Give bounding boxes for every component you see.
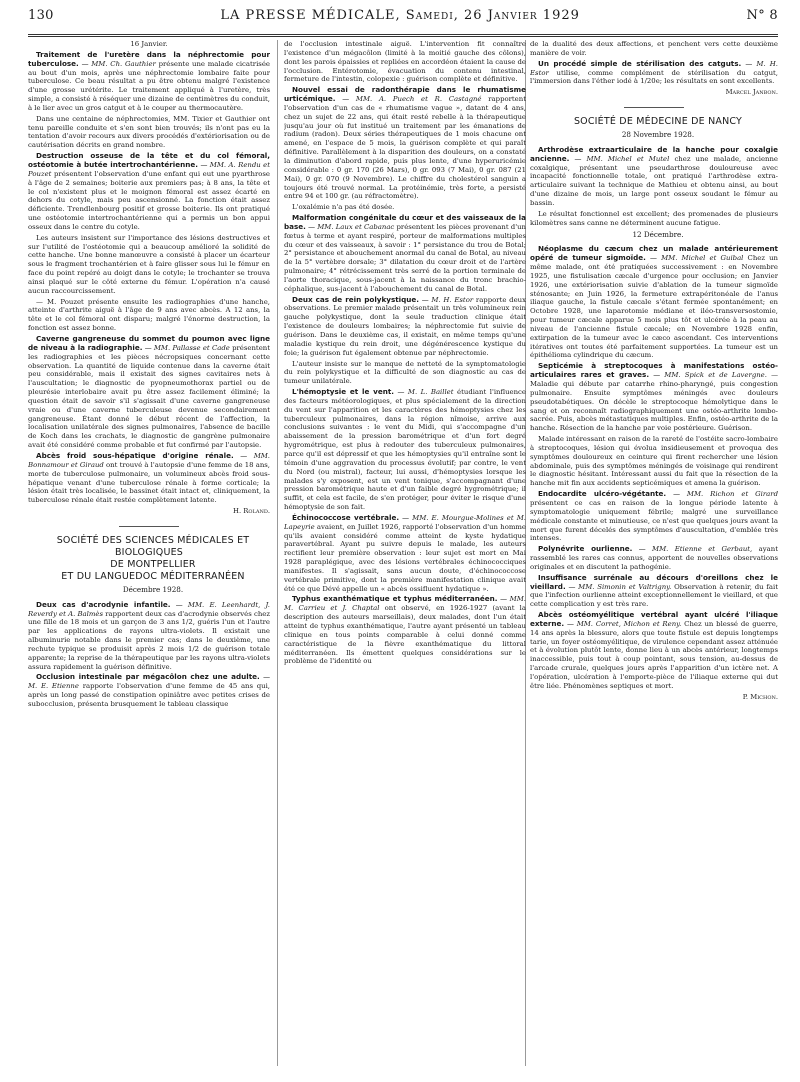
section-separator (119, 526, 179, 527)
article-text: Chez un même malade, ont été pratiquées successivement : en Novembre 1925, une fistulisation cæcale d'urgence pour occlusion; en Janvier 1926, une extériorisation suivie d'ablation de la tumeur sigmoïde sténosante; en Juin 1926, la fermeture extrapéritonéale de l'anus iliaque gauche, la fistule cæcale s'étant fermée spontanément; en Octobre 1928, une laparotomie médiane et iléo-transversostomie, pour tumeur cæcale apparue 5 mois plus tôt et ulcérée à la peau au niveau de l'ancienne fistule cæcale; en Novembre 1928 enfin, extirpation de la tumeur avec le cæco ascendant. Ces interventions itératives ont toutes été parfaitement supportées. La tumeur est un épithélioma cylindrique du cæcum. (530, 254, 778, 360)
article-text: chez une malade, ancienne coxalgique, présentant une pseudarthrose douloureuse avec incapacité fonctionnelle totale, ont pratiqué l'arthrodèse extra-articulaire suivant la technique de Mathieu et obtenu ainsi, au bout d'une dizaine de mois, un large pont osseux soudant le fémur au bassin. (530, 154, 778, 207)
article-authors: — MM. Pallasse et Cade (144, 343, 230, 352)
article-authors: — M. L. Baillet (397, 388, 454, 397)
article-text: ayant rassemblé les rares cas connus, apportent de nouvelles observations originales et en discutent la pathogénie. (530, 545, 778, 571)
article-heading: Un procédé simple de stérilisation des catguts. (538, 58, 742, 68)
article-text: — Maladie qui débute par catarrhe rhino-pharyngé, puis congestion pulmonaire. Ensuite symptômes méningés avec douleurs pseudotabétiques. On décèle le streptocoque hémolytique dans le sang et on reconnaît radiographiquement une ostéo-arthrite lombo-sacrée. Puis, abcès métastatiques multiples. Enfin, ostéo-arthrite de la hanche. Résection de la hanche par voie postérieure. Guérison. (530, 371, 778, 433)
article-heart-malformation (284, 214, 526, 294)
article-heading: Destruction osseuse de la tête et du col fémoral, ostéotomie à butée intertrochantérienne. (28, 151, 270, 169)
article-heading: Septicémie à streptocoques à manifestations ostéo-articulaires rares et graves. (530, 361, 778, 380)
article-subhepatic-abscess (28, 452, 270, 505)
article-heading: Endocardite ulcéro-végétante. (538, 489, 667, 499)
article-megacolon (28, 673, 270, 708)
article-authors: — MM. Richon et Girard (673, 490, 778, 499)
article-authors: — MM. Michel et Guibal (650, 254, 744, 263)
society-heading-line-1: SOCIÉTÉ DES SCIENCES MÉDICALES ET BIOLOGIQUES (56, 534, 250, 558)
article-text: Chez un blessé de guerre, 14 ans après la blessure, alors que toute fistule est depuis longtemps tarie, un foyer ostéomyélitique, de virulence cependant assez atténuée et à évolution plutôt lente, donne lieu à un abcès antérieur, longtemps inaccessible, puis tout à coup pointant, sous tension, au-dessus de l'arcade crurale, quelques jours après l'apparition d'un ictère net. A l'opération, ulcération à l'emporte-pièce de l'iliaque externe qui dut être liée. Phénomènes septiques et mort. (530, 619, 778, 690)
article-paragraph: Malade intéressant en raison de la rareté de l'ostéite sacro-lombaire à streptocoques, lésion qui évolua insidieusement et provoqua des symptômes douloureux en ceinture qui firent rechercher une lésion abdominale, puis des symptômes méningés de voisinage qui rendirent le diagnostic hésitant. Intéressant aussi du fait que la résection de la hanche mit fin aux accidents septicémiques et amena la guérison. (530, 435, 778, 488)
article-text: avaient, en Juillet 1926, rapporté l'observation d'un homme qu'ils avaient considéré comme atteint de kyste hydatique paravertébral. Ayant pu suivre depuis le malade, les auteurs rectifient leur première observation : leur sujet est mort en Mai 1928 paraplégique, avec des lésions vertébrales échinococciques manifestes. Il s'agissait, sans aucun doute, d'échinococcose vertébrale primitive, dont la première manifestation clinique avait été ce que Dévé appelle un « abcès ossifluent hydatique ». (284, 522, 526, 593)
article-continuation: de l'occlusion intestinale aiguë. L'intervention fit connaître l'existence d'un mégacôlon (limité à la moitié gauche des côlons), dont les parois épaissies et repliées en accordéon étaient la cause de l'occlusion. Entérotomie, évacuation du contenu intestinal, fermeture de l'intestin, colopexie : guérison complète et définitive. (284, 40, 526, 84)
article-heading: Échinococcose vertébrale. (292, 512, 400, 522)
article-authors: — MM. Simonin et Valtrigny. (568, 582, 672, 591)
article-authors: — MM. Etienne et Gerbaut, (638, 545, 753, 554)
article-heading: Deux cas de rein polykystique. (292, 294, 419, 304)
section-separator (624, 107, 684, 108)
article-acrodynia (28, 601, 270, 672)
article-authors: — MM. Corret, Michon et Reny. (566, 619, 682, 628)
article-heading: Caverne gangreneuse du sommet du poumon avec ligne de niveau à la radiographie. (28, 334, 270, 352)
article-tuberculosis-ureter (28, 51, 270, 113)
article-gangrenous-cavern (28, 335, 270, 450)
society-session-date: Décembre 1928. (122, 584, 184, 594)
article-heading: Arthrodèse extraarticulaire de la hanche pour coxalgie ancienne. (530, 144, 778, 163)
article-text: présentent les radiographies et les pièces nécropsiques concernant cette observation. La quantité de liquide contenue dans la caverne était peu considérable, mais il existait des signes cavitaires nets à l'auscultation; le diagnostic de pyopneumothorax partiel ou de pleurésie interlobaire avait pu être assez facilement éliminé; la question était de savoir s'il s'agissait d'une caverne gangreneuse vraie ou d'une caverne tuberculeuse devenue secondairement gangreneuse. Étant donné le début récent de l'affection, la localisation unilatérale des signes pulmonaires, l'absence de bacille de Koch dans les crachats, le diagnostic de gangrène pulmonaire avait été considéré comme probable et fut confirmé par l'autopsie. (28, 343, 270, 450)
article-catgut-sterilization (530, 60, 778, 87)
article-heading: Nouvel essai de radonthérapie dans le rhumatisme urticémique. (284, 85, 526, 104)
society-session-date: 28 Novembre 1928. (621, 130, 695, 140)
header-rule-secondary (28, 36, 778, 37)
header-rule (28, 34, 778, 35)
article-authors: — MM. Spick et de Lavergne. (653, 371, 767, 380)
article-authors: — MM. E. Leenhardt, J. Reverdy et A. Balmès (28, 600, 270, 618)
article-authors: — MM. Laux et Cabanac (308, 222, 395, 231)
article-authors: — M. E. Etienne (28, 673, 270, 691)
article-radontherapy (284, 86, 526, 201)
article-paragraph: Dans une centaine de néphrectomies, MM. Tixier et Gauthier ont tenu pareille conduite et s'en sont bien trouvés; ils n'ont pas eu la tentation d'avoir recours aux divers procédés d'extériorisation ou de cautérisation décrits en grand nombre. (28, 114, 270, 150)
column-divider-left (277, 40, 278, 1066)
article-arthrodesis (530, 146, 778, 208)
page-header (28, 8, 778, 34)
article-authors: — MM. M. Carrieu et J. Chaptal (284, 595, 526, 613)
article-authors: — MM. Ch. Gauthier (81, 59, 156, 68)
article-text: ont observé, en 1926-1927 (avant la description des auteurs marseillais), deux malades, dont l'un était atteint de typhus exanthématique, l'autre ayant présenté un tableau clinique en tous points comparable à celui donné comme caractéristique de la fièvre exanthématique du littoral méditerranéen. Ils émettent quelques considérations sur le problème de l'identité ou (284, 604, 526, 666)
article-heading: Malformation congénitale du cœur et des vaisseaux de la base. (284, 213, 526, 231)
society-heading-line-2: DE MONTPELLIER (110, 558, 196, 570)
article-heading: L'hémoptysie et le vent. (292, 387, 394, 397)
article-text: rapportent deux cas d'acrodynie observés chez une fille de 18 mois et un garçon de 3 ans 1/2, guéris l'un et l'autre par les applications de rayons ultra-violets. Il existait une albuminurie notable dans le premier cas; dans le deuxième, une rechute typique se produisit après 2 mois 1/2 de guérison totale apparente; la reprise de la thérapeutique par les rayons ultra-violets assura rapidement la guérison définitive. (28, 609, 270, 671)
article-text: rapporte deux observations. Le premier malade présentait un très volumineux rein gauche polykystique, dont la seule traduction clinique était l'existence de douleurs lombaires; la néphrectomie fut suivie de guérison. Dans le deuxième cas, il existait, en même temps qu'une maladie kystique du rein droit, une dégénérescence kystique du foie; la guérison fut également obtenue par néphrectomie. (284, 295, 526, 357)
article-text: rapportent l'observation d'un cas de « rhumatisme vague », datant de 4 ans, chez un sujet de 22 ans, qui était resté rebelle à la thérapeutique jusqu'au jour où fut institué un traitement par les émanations de radium (radon). Deux séries thérapeutiques de 1 mois chacune ont amené, en l'espace de 5 mois, la guérison complète et qui paraît définitive. Parallèlement à la disparition des douleurs, on a constaté la diminution d'abord rapide, puis plus lente, d'une hyperuricémie considérable : 0 gr. 170 (26 Mars), 0 gr. 093 (7 Mai), 0 gr. 087 (21 Mai), 0 gr. 070 (9 Novembre). Le chiffre du cholestérol sanguin a toujours été trouvé normal. La protéinémie, très forte, a persisté entre 94 et 100 gr. (au réfractomètre). (284, 95, 526, 201)
society-session-date: 12 Décembre. (632, 229, 684, 239)
article-femoral-destruction (28, 152, 270, 232)
article-heading: Deux cas d'acrodynie infantile. (36, 599, 171, 609)
article-heading: Typhus exanthématique et typhus méditerranéen. (292, 594, 498, 604)
article-paragraph: L'oxalémie n'a pas été dosée. (292, 203, 395, 212)
article-echinococcosis (284, 514, 526, 594)
article-paragraph: Les auteurs insistent sur l'importance des lésions destructives et sur l'utilité de l'ostéotomie qui a beaucoup amélioré la solidité de cette hanche. Une bonne manœuvre a consisté à placer un écarteur sous le fragment trochantérien et à faire glisser sous lui le fémur en face du point repéré au doigt dans le cotyle; le trochanter se trouva ainsi plaqué sur le côté externe du fémur. L'opération n'a causé aucun raccourcissement. (28, 233, 270, 295)
article-typhus (284, 595, 526, 666)
page-number: 130 (28, 8, 54, 23)
signature: P. Michon. (742, 692, 778, 701)
column-2 (284, 40, 526, 1068)
article-heading: Abcès ostéomyélitique vertébral ayant ulcéré l'iliaque externe. (530, 610, 778, 628)
article-heading: Traitement de l'uretère dans la néphrectomie pour tuberculose. (28, 49, 270, 68)
article-authors: — MM. Michel et Mutel (574, 154, 670, 163)
signature: Marcel Janbon. (725, 88, 778, 97)
article-paragraph: L'auteur insiste sur le manque de netteté de la symptomatologie du rein polykystique et la difficulté de son diagnostic au cas de tumeur unilatérale. (284, 359, 526, 386)
issue-number: N° 8 (746, 8, 778, 23)
article-heading: Abcès froid sous-hépatique d'origine rénale. (36, 450, 234, 460)
article-text: présentent l'observation d'une enfant qui eut une pyarthrose à l'âge de 2 semaines; boiterie aux premiers pas; à 8 ans, la tête et le col n'existent plus et le moignon fémoral est assez écarté en dehors du cotyle, mais peu ascensionné. La fonction était assez déficiente. Trendlenbourg positif et grosse boiterie. Ils ont pratiqué une ostéotomie intertrochantérienne qui a permis un bon appui osseux dans le centre du cotyle. (28, 169, 270, 231)
journal-title: LA PRESSE MÉDICALE, Samedi, 26 Janvier 1929 (220, 8, 580, 23)
session-date: 16 Janvier. (130, 40, 168, 48)
article-heading: Occlusion intestinale par mégacôlon chez une adulte. (36, 672, 260, 682)
article-authors: — MM. A. Puech et R. Castagné (342, 95, 482, 104)
article-paragraph: Le résultat fonctionnel est excellent; des promenades de plusieurs kilomètres sans canne ne déterminent aucune fatigue. (530, 209, 778, 227)
column-3 (530, 40, 778, 1068)
article-text: étudiant l'influence des facteurs météorologiques, et plus spécialement de la direction du vent sur l'apparition et les caractères des hémoptysies chez les tuberculeux pulmonaires, dans la région nîmoise, arrive aux conclusions suivantes : le vent du Midi, qui s'accompagne d'un abaissement de la pression barométrique et d'un fort degré hygrométrique, est plus à redouter des tuberculeux pulmonaires, parce qu'il est dépressif et que les hémoptysies qu'il entraîne sont le témoin d'une aggravation du processus évolutif; par contre, le vent du Nord (ou mistral), facteur, lui aussi, d'hémoptysies lorsque les malades s'y exposent, est un vent tonique, s'accompagnant d'une pression barométrique haute et d'un faible degré hygrométrique; il suffit, et cela est facile, de s'en protéger, pour éviter le risque d'une hémoptysie de son fait. (284, 388, 526, 512)
article-paragraph: — M. Pouzet présente ensuite les radiographies d'une hanche, atteinte d'arthrite aiguë à l'âge de 9 ans avec abcès. A 12 ans, la tête et le col fémoral ont disparu; malgré l'énorme destruction, la fonction est assez bonne. (28, 297, 270, 333)
article-endocarditis (530, 490, 778, 543)
article-cecum-neoplasm (530, 245, 778, 360)
article-polyneuritis (530, 545, 778, 572)
article-vertebral-abscess (530, 611, 778, 691)
signature: H. Roland. (233, 507, 270, 516)
article-text: ont trouvé à l'autopsie d'une femme de 18 ans, morte de tuberculose pulmonaire, un volumineux abcès froid sous-hépatique venant d'une tuberculose rénale à forme corticale; la lésion était très localisée, le bassinet était intact et, cliniquement, la tuberculose rénale était restée complètement latente. (28, 460, 270, 505)
article-text: présentent ce cas en raison de la longue période latente à symptomatologie uniquement fébrile; malgré une surveillance médicale constante et minutieuse, ce n'est que quelques jours avant la mort que furent décelés des symptômes d'auscultation, d'emblée très intenses. (530, 498, 778, 543)
article-adrenal-insufficiency (530, 574, 778, 609)
article-text: Observation à retenir, du fait que l'infection ourlienne atteint exceptionnellement le vieillard, et que cette complication y est très rare. (530, 582, 778, 609)
article-hemoptysis-wind (284, 388, 526, 512)
article-text: utilise, comme complément de stérilisation du catgut, l'immersion dans l'éther iodé à 1/20e; les résultats en sont excellents. (530, 68, 778, 86)
article-authors: — M. H. Estor (530, 59, 778, 77)
article-polycystic-kidney (284, 296, 526, 358)
article-text: rapporte l'observation d'une femme de 45 ans qui, après un long passé de constipation opiniâtre avec petites crises de subocclusion, présenta brusquement le tableau classique (28, 682, 270, 708)
column-1 (28, 40, 270, 1068)
article-text: présentent les pièces provenant d'un fœtus à terme et ayant respiré, porteur de malformations multiples du cœur et des vaisseaux, à savoir : 1° persistance du trou de Botal; 2° persistance et abouchement anormal du canal de Botal, au niveau de la 5° vertèbre dorsale; 3° dilatation du cœur droit et de l'artère pulmonaire; 4° rétrécissement très serré de la portion terminale de l'aorte thoracique, sous-jacent à la naissance du tronc brachio-céphalique, sus-jacent à l'abouchement du canal de Botal. (284, 222, 526, 293)
article-heading: Néoplasme du cæcum chez un malade antérieurement opéré de tumeur sigmoïde. (530, 244, 778, 263)
article-authors: — MM. E. Mourgue-Molines et M. Lapeyrie (284, 513, 526, 531)
article-continuation: de la dualité des deux affections, et penchent vers cette deuxième manière de voir. (530, 40, 778, 57)
article-authors: — M. H. Estor (421, 295, 474, 304)
article-text: présente une malade cicatrisée au bout d'un mois, après une néphrectomie lombaire faite pour tuberculose. Ce beau résultat a pu être obtenu malgré l'existence d'une grosse urétérite. Le traitement appliqué à l'uretère, très simple, a consisté à réséquer une dizaine de centimètres du conduit, à le lier avec un gros catgut et à le couper au thermocautère. (28, 59, 270, 112)
society-heading-line-3: ET DU LANGUEDOC MÉDITERRANÉEN (61, 570, 245, 582)
article-authors: — MM. A. Rendu et Pouzet (28, 160, 270, 178)
article-authors: — MM. Bonnamour et Giraud (28, 451, 270, 469)
article-heading: Insuffisance surrénale au décours d'oreillons chez le vieillard. (530, 572, 778, 591)
article-streptococcal-septicemia (530, 362, 778, 433)
article-heading: Polynévrite ourlienne. (538, 544, 633, 554)
society-heading: SOCIÉTÉ DE MÉDECINE DE NANCY (573, 116, 743, 128)
